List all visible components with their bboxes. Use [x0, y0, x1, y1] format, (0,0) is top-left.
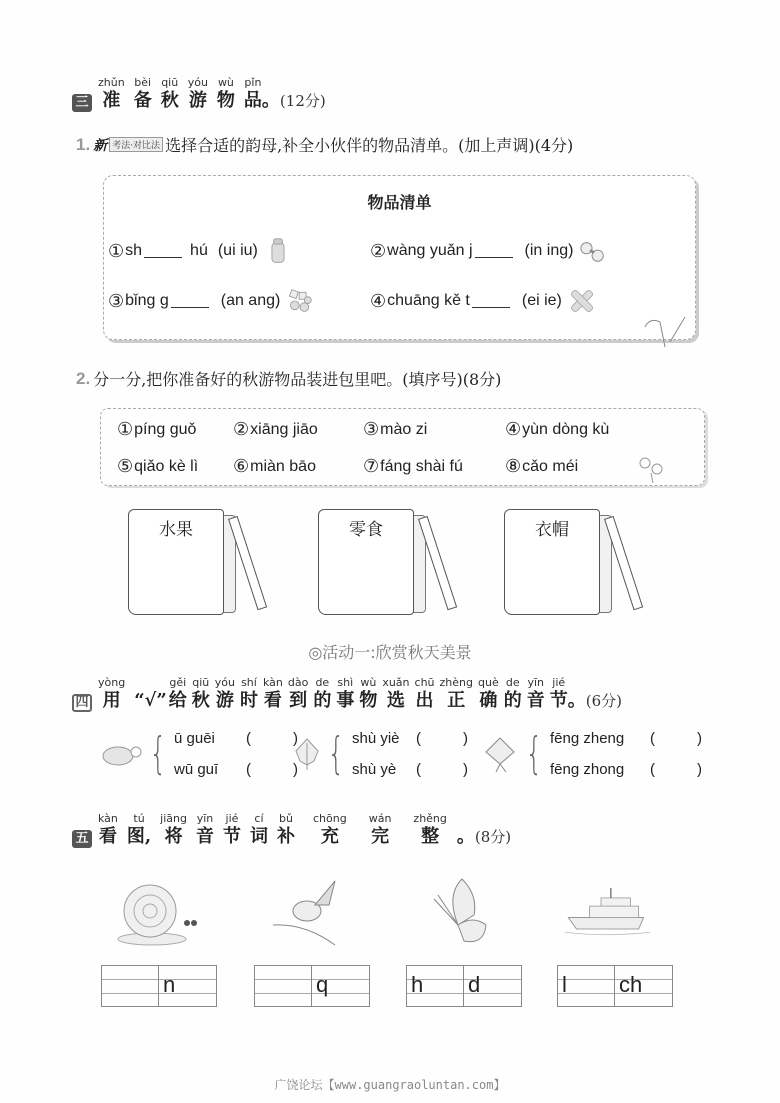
choice-group-leaf: { shù yiè ( ) shù yè ( ) — [292, 730, 468, 778]
clothes-bag[interactable] — [504, 505, 630, 620]
pinyin-grid — [101, 965, 217, 1007]
option-item: ③ mào zi — [363, 419, 428, 439]
footer-watermark: 广饶论坛【www.guangraoluntan.com】 — [274, 1078, 506, 1092]
ship-icon — [565, 875, 655, 947]
question-text: 分一分,把你准备好的秋游物品装进包里吧。(填序号)(8分) — [93, 370, 502, 389]
section-5-heading: 五 kàn 看 tú 图, jiāng 将 yīn 音 jié 节 cí 词 bǔ 补 chōng 充 wán 完 zhěng 整 。 (8分) — [72, 812, 511, 848]
answer-slot[interactable] — [421, 730, 463, 747]
new-tag: 新 — [93, 137, 108, 154]
score: (8分) — [474, 828, 512, 846]
option-item: ⑤ qiǎo kè lì — [117, 456, 199, 476]
answer-slot[interactable] — [251, 761, 293, 778]
list-item: ③ bǐng g (an ang) — [108, 288, 314, 314]
list-item: ② wàng yuǎn j (in ing) — [370, 238, 607, 264]
binoculars-icon — [579, 238, 607, 264]
answer-slot[interactable] — [655, 761, 697, 778]
snack-bag[interactable] — [318, 505, 444, 620]
choice-option[interactable]: shù yiè ( ) — [352, 730, 468, 747]
answer-slot[interactable] — [251, 730, 293, 747]
pinyin-grid — [557, 965, 673, 1007]
answer-slot[interactable] — [655, 730, 697, 747]
kite-icon — [480, 734, 520, 774]
bandage-icon — [568, 288, 596, 314]
grid-cell[interactable] — [102, 966, 159, 1006]
list-item: ④ chuāng kě t (ei ie) — [370, 288, 596, 314]
question-2: 2. 分一分,把你准备好的秋游物品装进包里吧。(填序号)(8分) — [76, 368, 502, 389]
section-4-heading: 四 yòng 用 “√” gěi 给 qiū 秋 yóu 游 shí 时 kàn 看 dào 到 de 的 shì 事 wù 物 xuǎn 选 chū 出 zhèng 正 què 确 de 的 yīn 音 jié 节 。 (6分) — [72, 676, 622, 712]
question-1: 1. 新 考法·对比法 选择合适的韵母,补全小伙伴的物品清单。(加上声调)(4分) — [76, 134, 574, 155]
choice-option[interactable]: ū guēi ( ) — [174, 730, 298, 747]
bird-icon — [265, 875, 355, 947]
pinyin-grid — [254, 965, 370, 1007]
score: (6分) — [585, 692, 622, 710]
section-3-heading: 三 zhǔn 准 bèi 备 qiū 秋 yóu 游 wù 物 pǐn 品 。 (12分) — [72, 76, 326, 112]
grid-cell[interactable]: d — [464, 966, 521, 1006]
grid-cell[interactable]: ch — [615, 966, 672, 1006]
question-text: 选择合适的韵母,补全小伙伴的物品清单。(加上声调)(4分) — [165, 136, 574, 155]
grid-cell[interactable]: h — [407, 966, 464, 1006]
thermos-icon — [264, 238, 292, 264]
choice-option[interactable]: shù yè ( ) — [352, 761, 468, 778]
option-item: ② xiāng jiāo — [233, 419, 318, 439]
answer-blank[interactable] — [475, 244, 513, 258]
answer-blank[interactable] — [171, 294, 209, 308]
flower-icon — [633, 449, 669, 485]
activity-heading: ◎活动一:欣赏秋天美景 — [308, 643, 472, 662]
score: (12分) — [279, 92, 326, 110]
choice-option[interactable]: fēng zhong ( ) — [550, 761, 702, 778]
option-item: ④ yùn dòng kù — [505, 419, 610, 439]
choice-group-kite: { fēng zheng ( ) fēng zhong ( ) — [480, 730, 702, 778]
option-item: ⑥ miàn bāo — [233, 456, 316, 476]
biscuits-icon — [286, 288, 314, 314]
answer-blank[interactable] — [472, 294, 510, 308]
option-item: ① píng guǒ — [117, 419, 197, 439]
grid-cell[interactable]: l — [558, 966, 615, 1006]
choice-group-turtle: { ū guēi ( ) wū guī ( ) — [100, 730, 298, 778]
option-item: ⑧ cǎo méi — [505, 456, 579, 476]
option-item: ⑦ fáng shài fú — [363, 456, 463, 476]
grid-cell[interactable]: n — [159, 966, 216, 1006]
bag-label: 水果 — [159, 520, 193, 540]
snail-icon — [112, 875, 202, 947]
grid-cell[interactable] — [255, 966, 312, 1006]
section-badge: 三 — [72, 94, 92, 112]
answer-slot[interactable] — [421, 761, 463, 778]
section-badge: 四 — [72, 694, 92, 712]
grid-cell[interactable]: q — [312, 966, 369, 1006]
scroll-curl-decoration — [640, 312, 690, 352]
item-options-box — [100, 408, 705, 486]
choice-option[interactable]: fēng zheng ( ) — [550, 730, 702, 747]
card-title: 物品清单 — [367, 193, 432, 212]
item-list-card — [103, 175, 696, 340]
list-item: ① sh hú (ui iu) — [108, 238, 292, 264]
bag-label: 零食 — [349, 520, 383, 540]
section-badge: 五 — [72, 830, 92, 848]
fruit-bag[interactable] — [128, 505, 254, 620]
turtle-icon — [100, 740, 144, 768]
butterfly-icon — [418, 875, 508, 947]
bag-label: 衣帽 — [535, 520, 569, 540]
leaf-icon — [292, 737, 322, 771]
choice-option[interactable]: wū guī ( ) — [174, 761, 298, 778]
answer-blank[interactable] — [144, 244, 182, 258]
method-tag: 考法·对比法 — [109, 137, 163, 152]
pinyin-grid — [406, 965, 522, 1007]
